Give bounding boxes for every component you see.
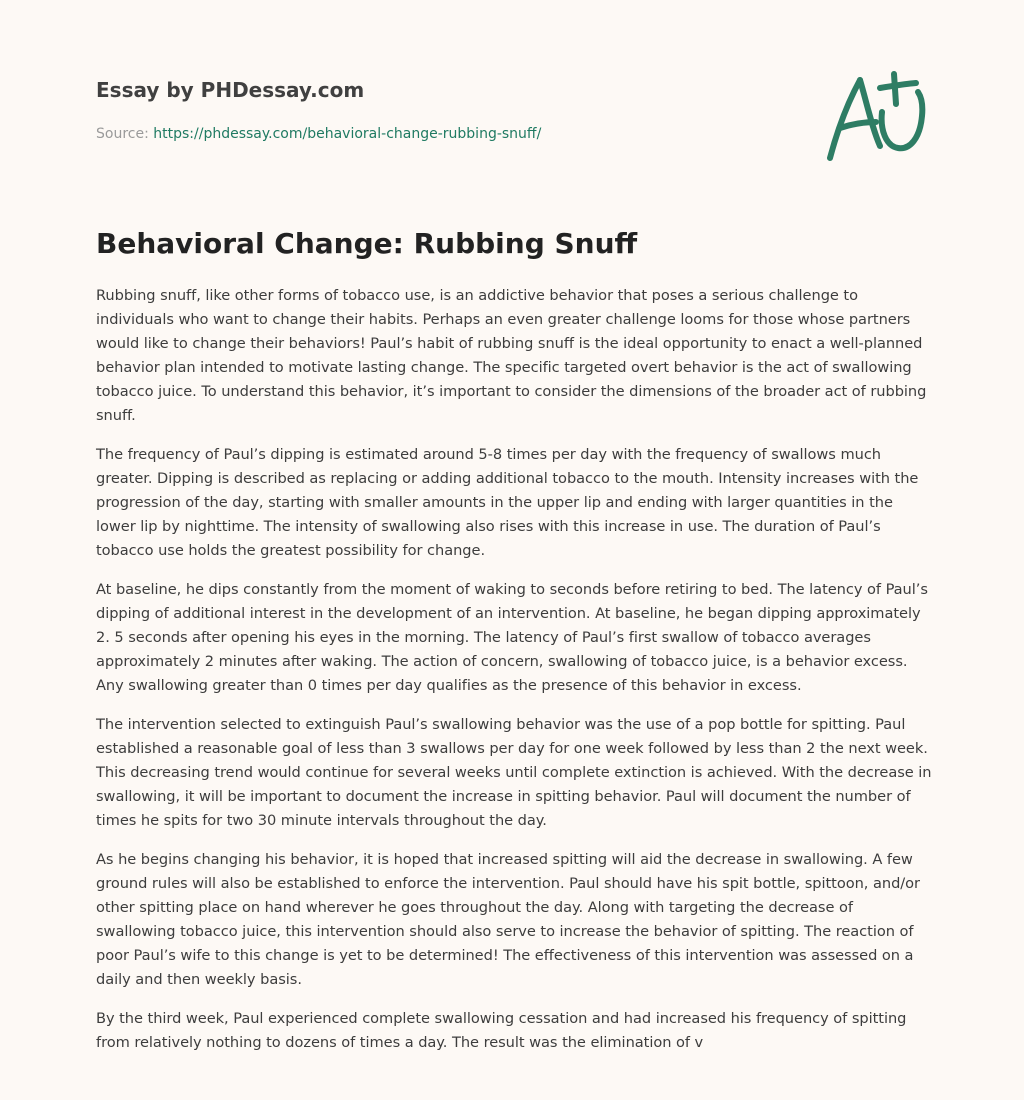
source-label: Source: <box>96 126 149 142</box>
essay-body <box>96 284 932 1070</box>
page-header <box>96 76 856 144</box>
essay-paragraph: The frequency of Paul’s dipping is estimated around 5-8 times per day with the frequency of swallows much greater. Dipping is described as replacing or adding additional tobacco to the mouth. Intensity increases with the progression of the day, starting with smaller amounts in the upper lip and ending with larger quantities in the lower lip by nighttime. The intensity of swallowing also rises with this increase in use. The duration of Paul’s tobacco use holds the greatest possibility for change. <box>96 446 919 559</box>
essay-paragraph: By the third week, Paul experienced complete swallowing cessation and had increased his frequency of spitting from relatively nothing to dozens of times a day. The result was the elimination of v <box>96 1010 907 1051</box>
a-plus-logo-icon <box>818 66 930 166</box>
source-line <box>96 124 856 144</box>
essay-paragraph: Rubbing snuff, like other forms of tobacco use, is an addictive behavior that poses a serious challenge to individuals who want to change their habits. Perhaps an even greater challenge looms for those whose partners would like to change their behaviors! Paul’s habit of rubbing snuff is the ideal opportunity to enact a well-planned behavior plan intended to motivate lasting change. The specific targeted overt behavior is the act of swallowing tobacco juice. To understand this behavior, it’s important to consider the dimensions of the broader act of rubbing snuff. <box>96 287 927 424</box>
essay-paragraph: As he begins changing his behavior, it is hoped that increased spitting will aid the decrease in swallowing. A few ground rules will also be established to enforce the intervention. Paul should have his spit bottle, spittoon, and/or other spitting place on hand wherever he goes throughout the day. Along with targeting the decrease of swallowing tobacco juice, this intervention should also serve to increase the behavior of spitting. The reaction of poor Paul’s wife to this change is yet to be determined! The effectiveness of this intervention was assessed on a daily and then weekly basis. <box>96 851 920 988</box>
site-title: Essay by PHDessay.com <box>96 78 365 102</box>
essay-title: Behavioral Change: Rubbing Snuff <box>96 227 638 260</box>
source-link[interactable]: https://phdessay.com/behavioral-change-rubbing-snuff/ <box>153 126 542 142</box>
essay-paragraph: At baseline, he dips constantly from the moment of waking to seconds before retiring to bed. The latency of Paul’s dipping of additional interest in the development of an intervention. At baseline, he began dipping approximately 2. 5 seconds after opening his eyes in the morning. The latency of Paul’s first swallow of tobacco averages approximately 2 minutes after waking. The action of concern, swallowing of tobacco juice, is a behavior excess. Any swallowing greater than 0 times per day qualifies as the presence of this behavior in excess. <box>96 581 928 694</box>
essay-paragraph: The intervention selected to extinguish Paul’s swallowing behavior was the use of a pop bottle for spitting. Paul established a reasonable goal of less than 3 swallows per day for one week followed by less than 2 the next week. This decreasing trend would continue for several weeks until complete extinction is achieved. With the decrease in swallowing, it will be important to document the increase in spitting behavior. Paul will document the number of times he spits for two 30 minute intervals throughout the day. <box>96 716 932 829</box>
